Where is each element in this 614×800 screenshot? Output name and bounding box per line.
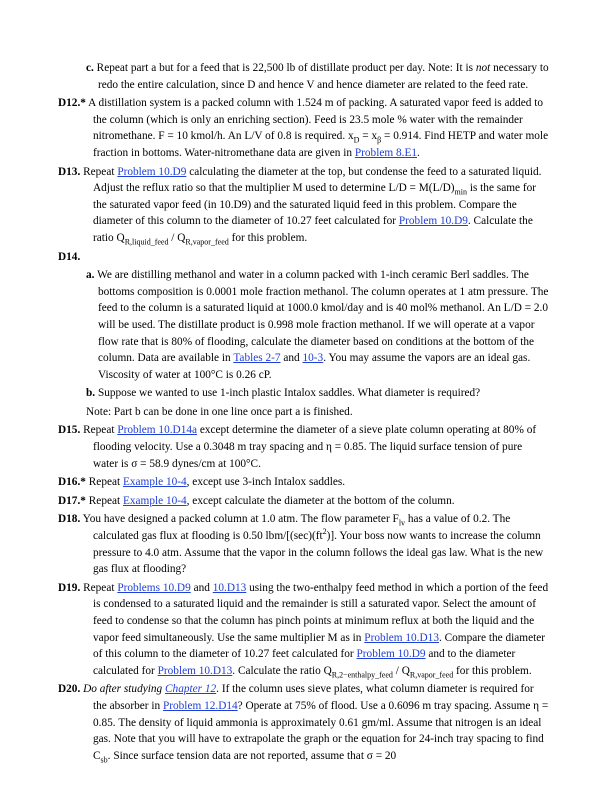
problem-d17 [0,493,550,510]
part-text: Suppose we wanted to use 1-inch plastic Intalox saddles. What diameter is required? [97,387,481,400]
problem-d12 [0,95,550,161]
problem-text: except determine the diameter of a sieve plate column operating at 80% of flooding velocity. Use a 0.3048 m tray spacing and η = 0.85. The liquid surface tension of pure water is σ = 58.9 dynes/cm at 100°C. [93,424,537,470]
problem-label: D19. [58,581,81,594]
problem-text: . If the column uses sieve plates, what column diameter is required for the absorber in [93,683,534,712]
problem-d13 [0,164,550,247]
problem-d14-note: Note: Part b can be done in one line once part a is finished. [86,405,353,418]
subscript: β [377,135,382,145]
problem-text: and to the diameter calculated for [93,648,516,677]
problem-d16 [0,474,550,491]
problem-label: D13. [58,165,81,178]
problem-d20 [0,681,550,764]
problem-text: / Q [171,231,186,244]
problem-d18 [0,511,550,577]
link-text[interactable]: Chapter 12 [165,683,217,696]
problem-text: for this problem. [231,231,308,244]
problem-text: Repeat [88,476,121,489]
problem-label: D18. [58,513,81,526]
part-text: Repeat part a but for a feed that is 22,500 lb of distillate product per day. Note: It is [96,62,474,74]
part-text: We are distilling methanol and water in a column packed with 1-inch ceramic Berl saddles. The bottoms composition is 0.0001 mole fraction methanol. The column operates at 1 atm pressure. The feed to the column is a saturated liquid at 1000.0 kmol/day and is 40 mol% methanol. An L/D = 2.0 will be used. The distillate product is 0.998 mole fraction methanol. If we will operate at a vapor flow rate that is 80% of flooding, calculate the diameter based on conditions at the bottom of the column. Data are available in [97,269,549,365]
subscript: lv [398,518,406,528]
problem-d14-part-b [0,385,550,402]
problem-text: for this problem. [456,664,532,677]
problem-d14 [0,249,550,266]
problem-text: calculating the diameter at the top, but condense the feed to a saturated liquid. Adjust the reflux ratio so that the multiplier M used to determine L/D = M(L/D) [93,165,542,195]
problem-text: Repeat [88,494,121,507]
subscript: R,vapor_feed [185,237,229,247]
problem-text: = x [362,130,378,143]
link-problem-10d13[interactable]: Problem 10.D13 [364,631,439,644]
problem-text: A distillation system is a packed column with 1.524 m of packing. A saturated vapor feed is added to the column (which is only an enriching section). Feed is 23.5 mole % water with the remainder nitromethane. F = 10 kmol/h. An L/V of 0.8 is required. x [88,97,544,143]
link-problem-10d14a[interactable]: Problem 10.D14a [117,424,198,437]
problem-text: . Compare the diameter of this column to the diameter of 10.27 feet calculated for [93,631,545,661]
subscript: D [353,135,360,145]
problem-text: Repeat [83,424,115,437]
problem-part-c [0,60,550,93]
problem-text: and [193,581,210,594]
problem-d14-part-a [0,267,550,383]
subscript: R,liquid_feed [124,237,169,247]
link-tables-2-7[interactable]: Tables 2-7 [233,352,281,365]
problem-d19 [0,580,550,680]
problem-page [0,60,614,764]
problem-text: . [417,146,420,159]
problem-text: You have designed a packed column at 1.0 atm. The flow parameter F [82,513,399,526]
link-problem-10d9[interactable]: Problem 10.D9 [117,165,187,178]
problem-label: D14. [58,250,81,263]
problem-text: ? Operate at 75% of flood. Use a 0.6096 m tray spacing. Assume η = 0.85. The density of liquid ammonia is approximately 0.61 gm/ml. Assume that nitrogen is an ideal gas. Note that you will have to extrapolate the graph or the equation for 24-inch tray spacing to find C [93,699,549,762]
problem-text: )]. Your boss now wants to increase the column pressure to 4.0 atm. Assume that the vapor in the column follows the ideal gas law. What is the new gas flux at flooding? [93,530,544,576]
problem-text: , except calculate the diameter at the bottom of the column. [186,494,455,507]
problem-text: . Calculate the ratio Q [93,215,533,244]
part-text: . You may assume the vapors are an ideal gas. Viscosity of water at 100°C is 0.26 cP. [98,352,531,381]
link-problem-10d13[interactable]: 10.D13 [212,581,247,594]
subscript: R,2−enthalpy_feed [331,670,393,680]
emphasis: not [475,62,491,74]
superscript: 2 [322,527,327,537]
problem-text: Repeat [83,165,115,178]
problem-text: has a value of 0.2. The calculated gas flux at flooding is 0.50 lbm/[(sec)(ft [93,513,511,543]
link-problems-10d9[interactable]: Problems 10.D9 [117,581,191,594]
link-table-10-3[interactable]: 10-3 [302,352,324,365]
link-problem-10d9[interactable]: Problem 10.D9 [356,648,426,661]
part-label: b. [86,387,96,400]
link-problem-10d13[interactable]: Problem 10.D13 [157,664,233,677]
subscript: sb [100,755,108,764]
subscript: R,vapor_feed [409,670,454,680]
problem-label: D20. [58,683,81,696]
problem-text: / Q [395,664,410,677]
link-example-10-4[interactable]: Example 10-4 [122,494,187,507]
link-problem-12d14[interactable]: Problem 12.D14 [162,699,238,712]
problem-text: . Since surface tension data are not reported, assume that σ = 20 [107,749,397,762]
part-label: c. [86,62,94,74]
problem-label: D17.* [58,494,86,507]
problem-label: D12.* [58,97,86,110]
problem-text: , except use 3-inch Intalox saddles. [186,476,346,489]
link-chapter-12[interactable] [165,683,216,695]
problem-label: D16.* [58,476,86,489]
problem-text: is the same for the saturated vapor feed (in 10.D9) and the saturated liquid feed in this problem. Compare the diameter of this column to the diameter of 10.27 feet calculated for [93,182,537,228]
subscript: min [454,187,467,197]
problem-label: D15. [58,424,81,437]
problem-d15 [0,422,550,472]
link-problem-8e1[interactable]: Problem 8.E1 [354,146,417,159]
problem-text: . Calculate the ratio Q [232,664,332,677]
emphasis: Do after studying [83,683,163,696]
part-label: a. [86,269,95,282]
link-problem-10d9[interactable]: Problem 10.D9 [398,215,468,228]
link-example-10-4[interactable]: Example 10-4 [122,476,187,489]
problem-text: = 0.914. Find HETP and water mole fraction in bottoms. Water-nitromethane data are given in [93,130,549,159]
part-text: necessary to redo the entire calculation, since D and hence V and hence diameter are related to the feed rate. [98,62,549,91]
part-text: and [283,352,300,365]
problem-text: Repeat [83,581,115,594]
problem-text: using the two-enthalpy feed method in which a portion of the feed is condensed to a saturated liquid and the remainder is still a saturated vapor. Select the amount of feed to condense so that the column has pinch points at minimum reflux at both the liquid and the vapor feed simultaneously. Use the same multiplier M as in [93,581,549,644]
